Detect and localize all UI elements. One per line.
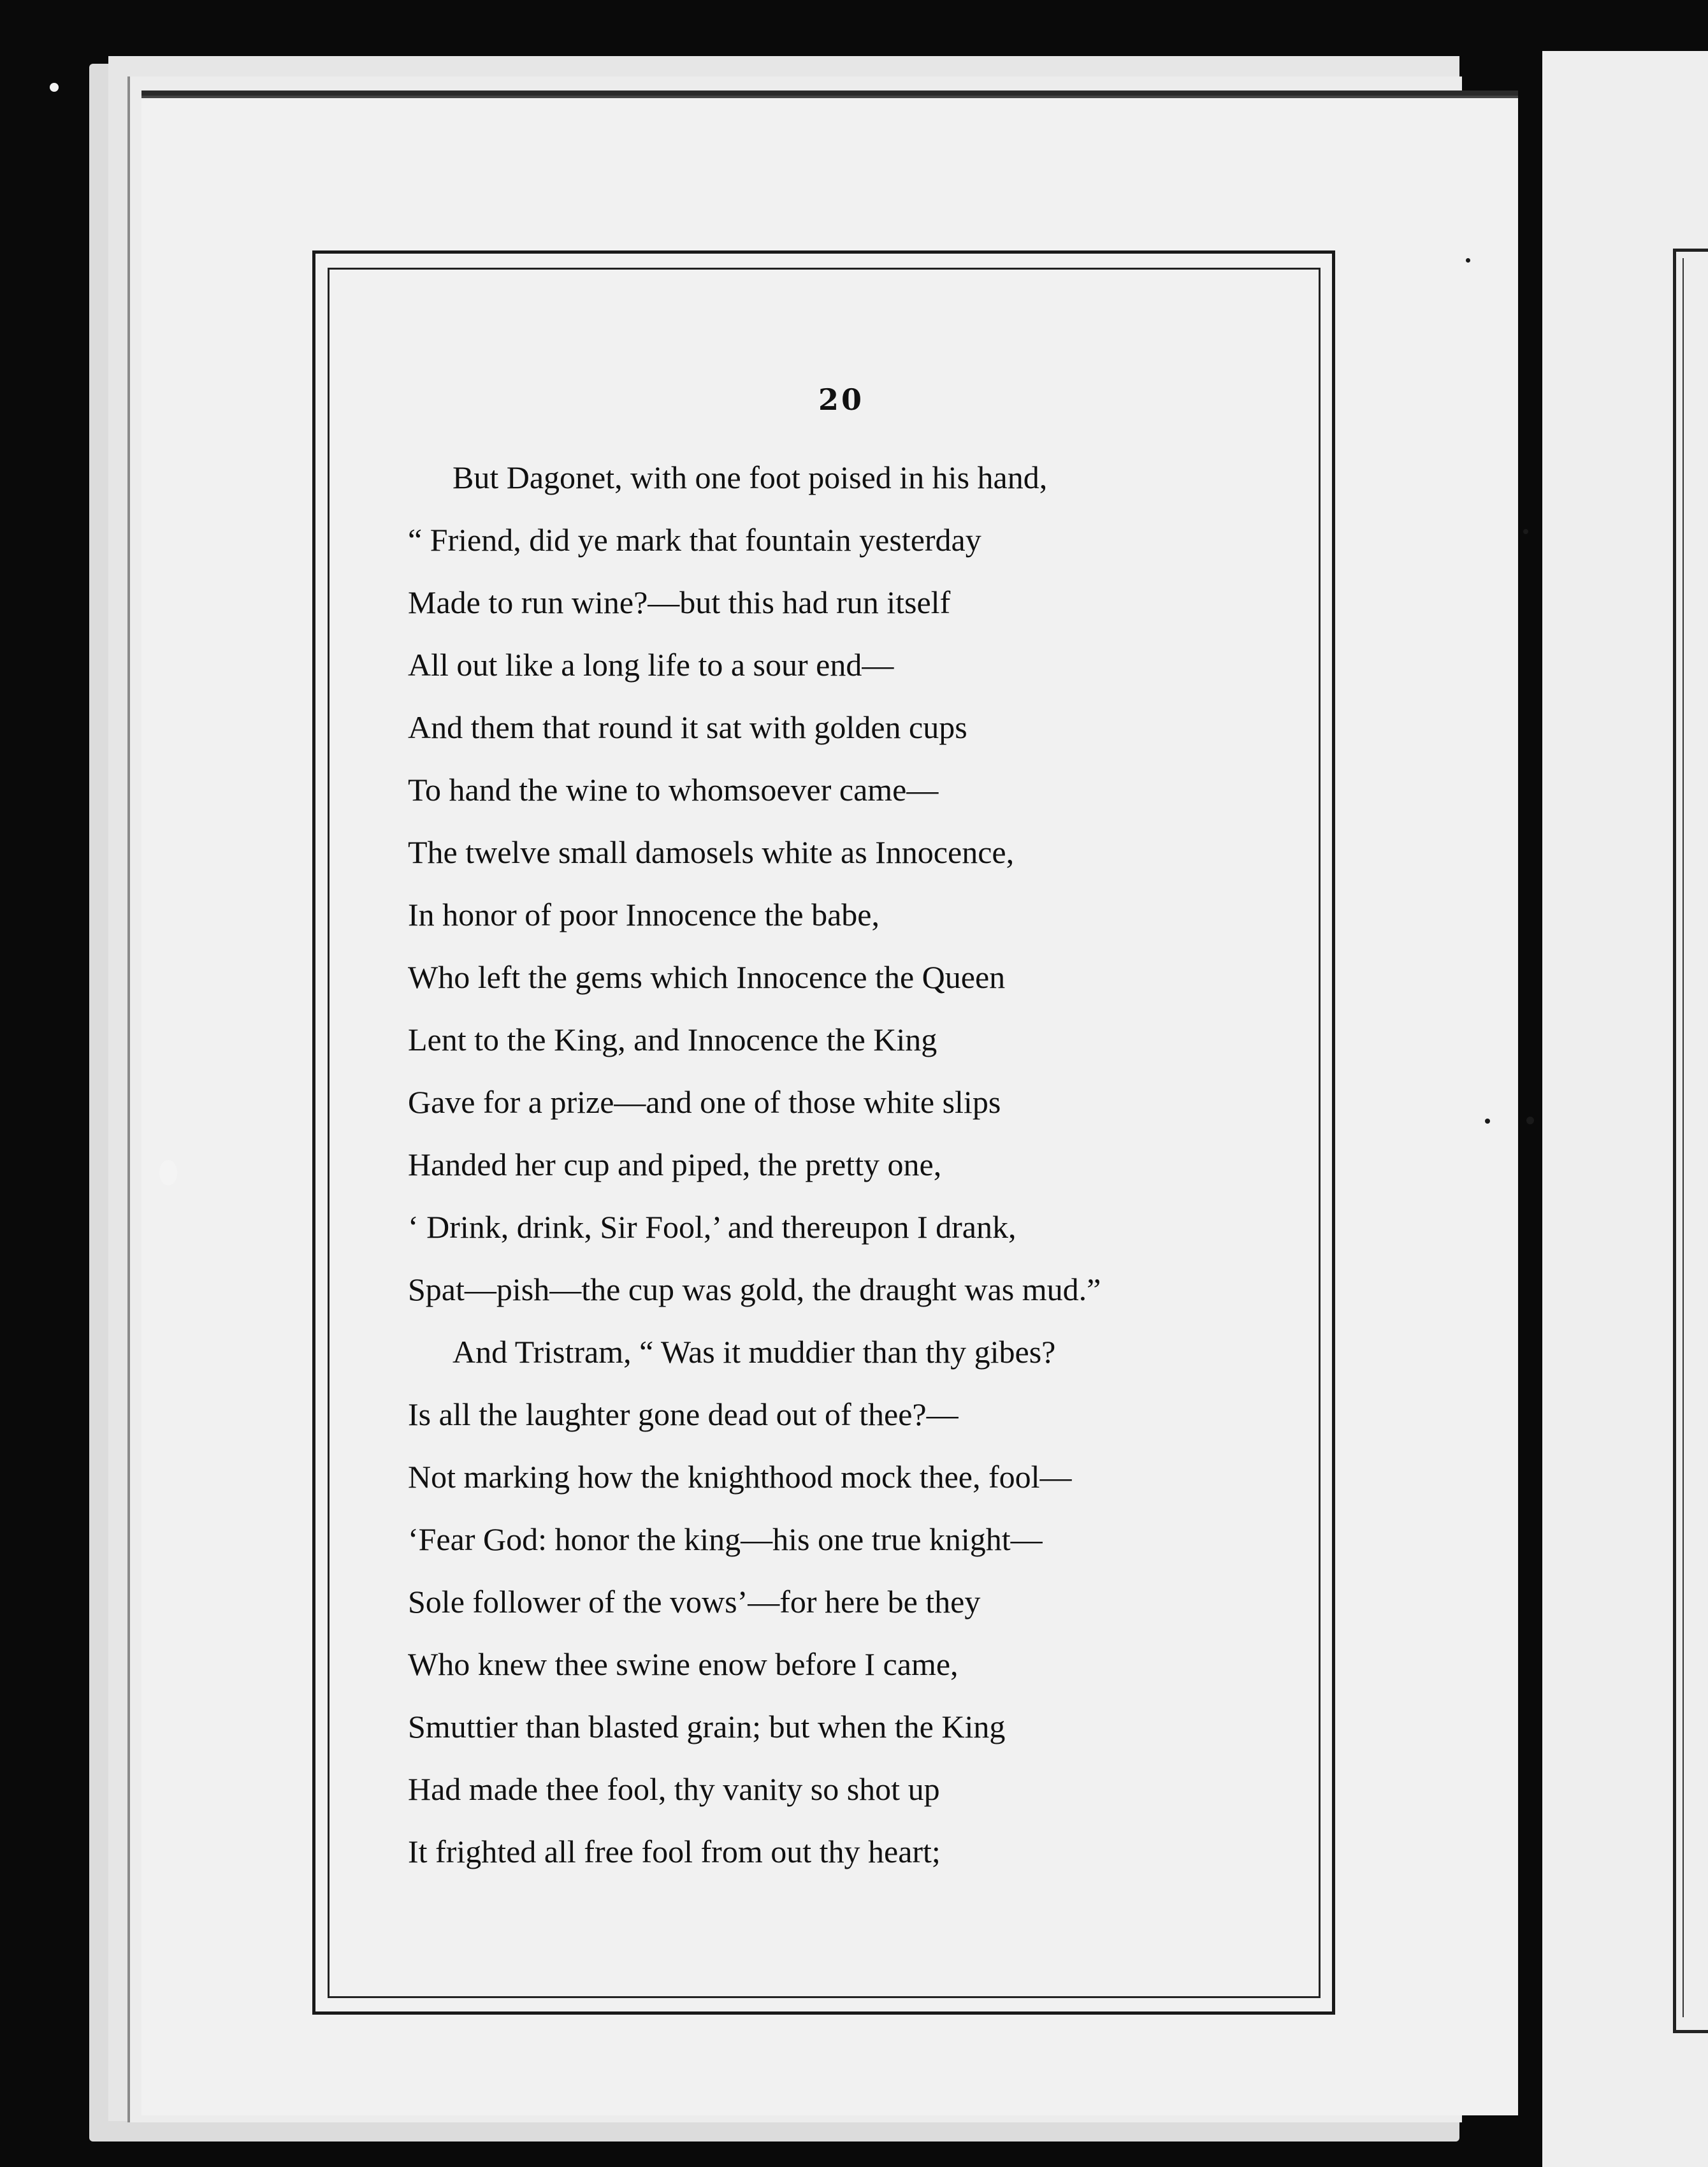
poem-line: Lent to the King, and Innocence the King xyxy=(408,1022,937,1057)
poem-line: The twelve small damosels white as Innocence, xyxy=(408,834,1015,870)
poem-line: Handed her cup and piped, the pretty one, xyxy=(408,1147,942,1182)
poem-line: Who knew thee swine enow before I came, xyxy=(408,1646,959,1682)
poem-line: Who left the gems which Innocence the Queen xyxy=(408,959,1006,995)
poem-line: Gave for a prize—and one of those white slips xyxy=(408,1084,1001,1120)
poem-line: But Dagonet, with one foot poised in his hand, xyxy=(452,460,1048,495)
facing-page-frame-inner xyxy=(1683,258,1708,2017)
poem-line: To hand the wine to whomsoever came— xyxy=(408,772,939,808)
scan-speck xyxy=(1526,1117,1534,1124)
scan-speck xyxy=(1466,258,1470,263)
poem-line: Is all the laughter gone dead out of thee?— xyxy=(408,1396,959,1432)
poem-text xyxy=(408,446,1300,1883)
poem-line: And Tristram, “ Was it muddier than thy gibes? xyxy=(452,1334,1056,1370)
page-number: 20 xyxy=(818,382,864,417)
poem-line: Sole follower of the vows’—for here be they xyxy=(408,1584,981,1620)
poem-line: Had made thee fool, thy vanity so shot up xyxy=(408,1771,940,1807)
poem-line: It frighted all free fool from out thy heart; xyxy=(408,1834,941,1869)
scan-speck xyxy=(50,83,59,92)
poem-line: ‘ Drink, drink, Sir Fool,’ and thereupon I drank, xyxy=(408,1209,1017,1245)
scan-speck xyxy=(1523,529,1528,534)
poem-line: Spat—pish—the cup was gold, the draught was mud.” xyxy=(408,1272,1101,1307)
poem-line: Made to run wine?—but this had run itself xyxy=(408,584,951,620)
poem-line: ‘Fear God: honor the king—his one true knight— xyxy=(408,1521,1043,1557)
poem-line: In honor of poor Innocence the babe, xyxy=(408,897,879,932)
scan-speck xyxy=(1485,1119,1490,1124)
poem-line: And them that round it sat with golden cups xyxy=(408,709,967,745)
poem-line: All out like a long life to a sour end— xyxy=(408,647,894,683)
scan-speck xyxy=(159,1160,177,1185)
poem-line: Not marking how the knighthood mock thee, fool— xyxy=(408,1459,1072,1495)
poem-line: “ Friend, did ye mark that fountain yesterday xyxy=(408,522,981,558)
poem-line: Smuttier than blasted grain; but when the King xyxy=(408,1709,1006,1744)
